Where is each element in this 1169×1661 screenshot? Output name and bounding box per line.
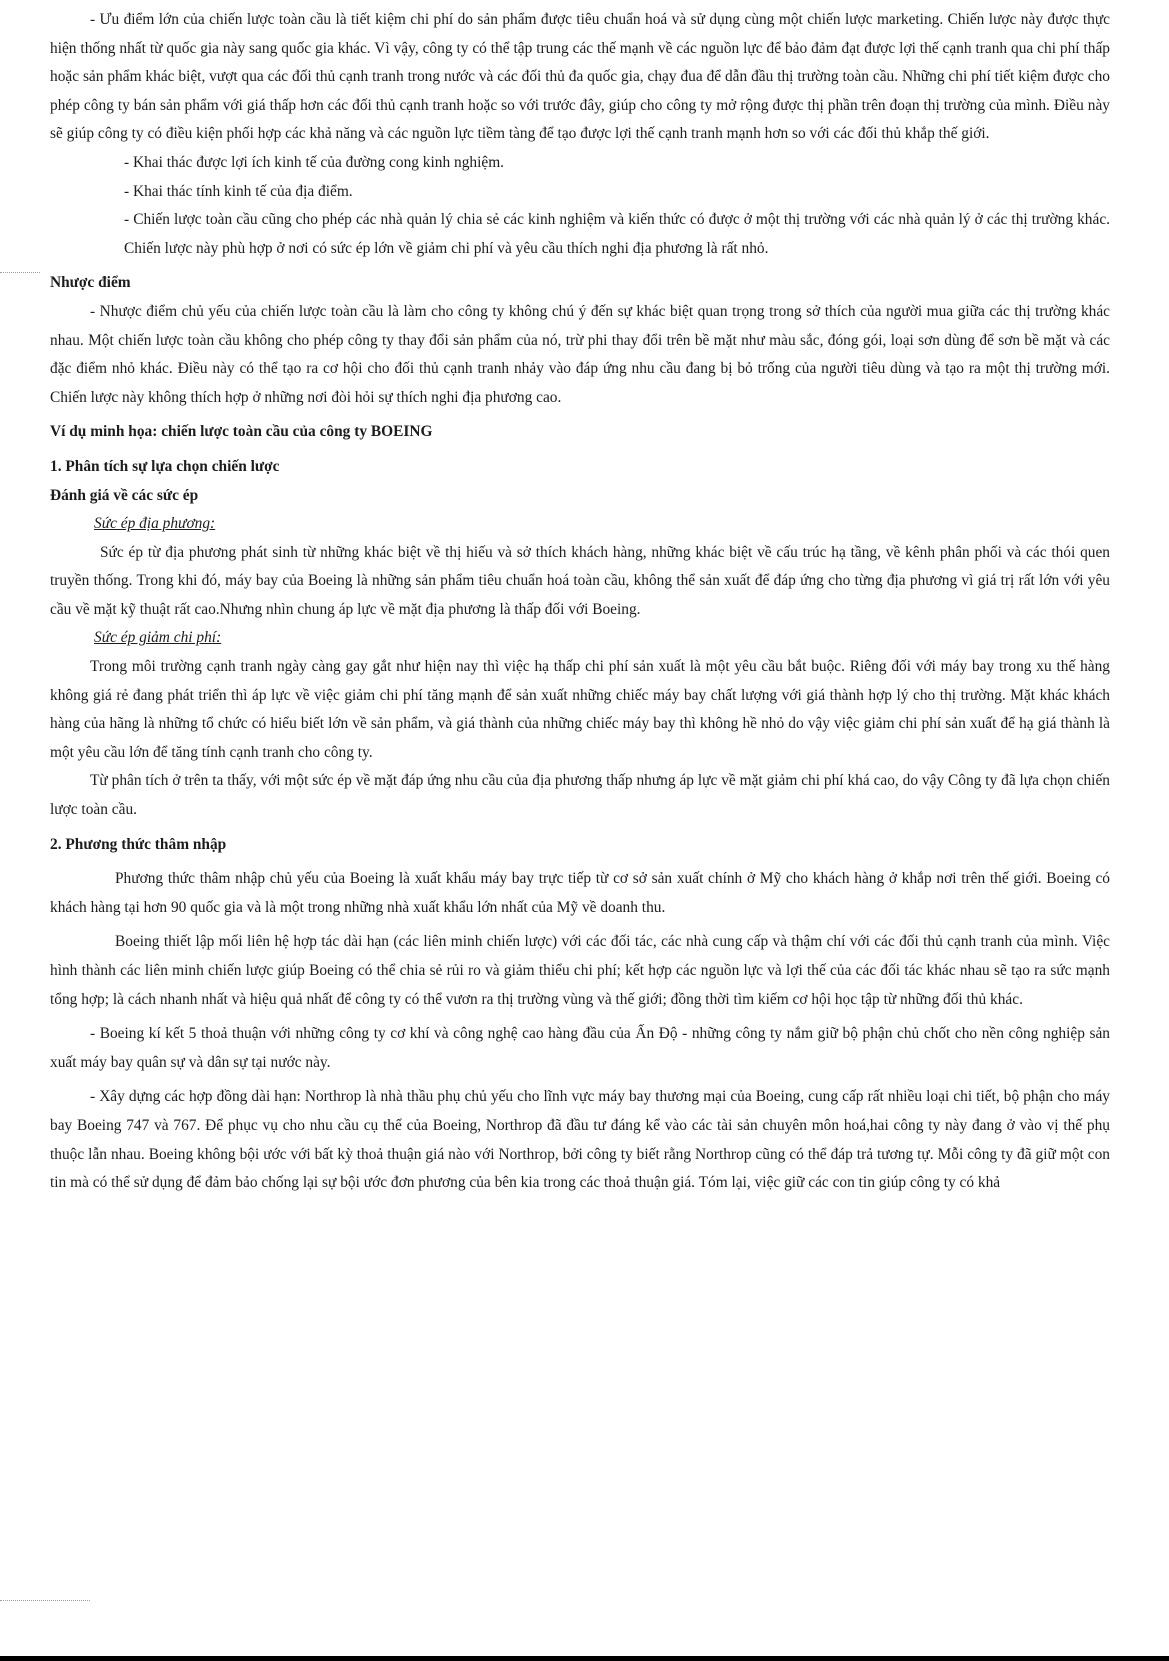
- bullet-knowledge-sharing: - Chiến lược toàn cầu cũng cho phép các nhà quản lý chia sẻ các kinh nghiệm và kiến thức có được ở một thị trường với các nhà quản lý ở các thị trường khác. Chiến lược này phù hợp ở nơi có sức ép lớn về giảm chi phí và yêu cầu thích nghi địa phương là rất nhỏ.: [124, 211, 1110, 257]
- scan-edge: [0, 1656, 1169, 1661]
- paragraph-conclusion: Từ phân tích ở trên ta thấy, với một sức ép về mặt đáp ứng nhu cầu của địa phương thấp nhưng áp lực về mặt giảm chi phí khá cao, do vậy Công ty đã lựa chọn chiến lược toàn cầu.: [50, 772, 1110, 819]
- scan-noise: [0, 272, 40, 273]
- subheading-local-pressure: Sức ép địa phương:: [94, 515, 216, 533]
- paragraph-disadvantages: - Nhược điểm chủ yếu của chiến lược toàn cầu là làm cho công ty không chú ý đến sự khác biệt quan trọng trong sở thích của người mua giữa các thị trường khác nhau. Một chiến lược toàn cầu không cho phép công ty thay đổi sản phẩm của nó, trừ phi thay đổi trên bề mặt như màu sắc, đóng gói, loại sơn dùng để sơn bề mặt và các đặc điểm nhỏ khác. Điều này có thể tạo ra cơ hội cho đối thủ cạnh tranh nhảy vào đáp ứng nhu cầu đang bị bỏ trống của người tiêu dùng và tạo ra một thị trường mới. Chiến lược này không thích hợp ở những nơi đòi hỏi sự thích nghi địa phương cao.: [50, 302, 1110, 406]
- bullet-location-economies: - Khai thác tính kinh tế của địa điểm.: [124, 182, 353, 200]
- paragraph-global-strategy-advantages: - Ưu điểm lớn của chiến lược toàn cầu là tiết kiệm chi phí do sản phẩm được tiêu chuẩn hoá và sử dụng cùng một chiến lược marketing. Chiến lược này được thực hiện thống nhất từ quốc gia này sang quốc gia khác. Vì vậy, công ty có thể tập trung các thế mạnh về các nguồn lực để bảo đảm đạt được lợi thế cạnh tranh qua chi phí thấp hoặc sản phẩm khác biệt, vượt qua các đối thủ cạnh tranh trong nước và các đối thủ đa quốc gia, chạy đua để dẫn đầu thị trường toàn cầu. Những chi phí tiết kiệm được cho phép công ty bán sản phẩm với giá thấp hơn các đối thủ cạnh tranh hoặc so với trước đây, giúp cho công ty mở rộng được thị phần trên đoạn thị trường của mình. Điều này sẽ giúp công ty có điều kiện phối hợp các khả năng và các nguồn lực tiềm tàng để tạo được lợi thế cạnh tranh mạnh hơn so với các đối thủ khắp thế giới.: [50, 11, 1110, 143]
- heading-boeing-example: Ví dụ minh họa: chiến lược toàn cầu của công ty BOEING: [50, 423, 433, 441]
- subheading-cost-pressure: Sức ép giảm chi phí:: [94, 629, 222, 647]
- heading-strategy-analysis: 1. Phân tích sự lựa chọn chiến lược: [50, 457, 280, 475]
- heading-disadvantages: Nhược điểm: [50, 274, 131, 292]
- paragraph-india-agreements: - Boeing kí kết 5 thoả thuận với những công ty cơ khí và công nghệ cao hàng đầu của Ấn Độ - những công ty nắm giữ bộ phận chủ chốt cho nền công nghiệp sản xuất máy bay quân sự và dân sự tại nước này.: [50, 1025, 1110, 1071]
- paragraph-long-term-contracts: - Xây dựng các hợp đồng dài hạn: Northrop là nhà thầu phụ chủ yếu cho lĩnh vực máy bay thương mại của Boeing, cung cấp rất nhiều loại chi tiết, bộ phận cho máy bay Boeing 747 và 767. Để phục vụ cho nhu cầu cụ thể của Boeing, Northrop đã đầu tư đáng kể vào các tài sản chuyên môn hoá,hai công ty này đang ở vào vị thế phụ thuộc lẫn nhau. Boeing không bội ước với bất kỳ thoả thuận giá nào với Northrop, bởi công ty biết rằng Northrop cũng có thể đáp trả tương tự. Mỗi công ty đã giữ một con tin mà có thể sử dụng để đảm bảo chống lại sự bội ước đơn phương của bên kia trong các thoả thuận giá. Tóm lại, việc giữ các con tin giúp công ty có khả: [50, 1088, 1110, 1192]
- paragraph-cost-pressure: Trong môi trường cạnh tranh ngày càng gay gắt như hiện nay thì việc hạ thấp chi phí sản xuất là một yêu cầu bắt buộc. Riêng đối với máy bay trong xu thế hàng không giá rẻ đang phát triển thì áp lực về việc giảm chi phí tăng mạnh để sản xuất những chiếc máy bay chất lượng với giá thành hợp lý cho thị trường. Mặt khác khách hàng của hãng là những tổ chức có hiểu biết lớn về sản phẩm, và giá thành của những chiếc máy bay thì không hề nhỏ do vậy việc giảm chi phí sản xuất để hạ giá thành là một yêu cầu lớn để tăng tính cạnh tranh cho công ty.: [50, 658, 1110, 761]
- paragraph-local-pressure: Sức ép từ địa phương phát sinh từ những khác biệt về thị hiếu và sở thích khách hàng, những khác biệt về cấu trúc hạ tầng, về kênh phân phối và các thói quen truyền thống. Trong khi đó, máy bay của Boeing là những sản phẩm tiêu chuẩn hoá toàn cầu, không thể sản xuất để đáp ứng cho từng địa phương vì giá trị rất lớn với yêu cầu về mặt kỹ thuật rất cao.Nhưng nhìn chung áp lực về mặt địa phương là thấp đối với Boeing.: [50, 543, 1110, 618]
- paragraph-entry-mode: Phương thức thâm nhập chủ yếu của Boeing là xuất khẩu máy bay trực tiếp từ cơ sở sản xuất chính ở Mỹ cho khách hàng ở khắp nơi trên thế giới. Boeing có khách hàng tại hơn 90 quốc gia và là một trong những nhà xuất khẩu lớn nhất của Mỹ về doanh thu.: [50, 870, 1110, 916]
- document-page: [50, 6, 1110, 1198]
- bullet-experience-curve: - Khai thác được lợi ích kinh tế của đường cong kinh nghiệm.: [124, 153, 505, 171]
- paragraph-strategic-alliances: Boeing thiết lập mối liên hệ hợp tác dài hạn (các liên minh chiến lược) với các đối tác, các nhà cung cấp và thậm chí với các đối thủ cạnh tranh của mình. Việc hình thành các liên minh chiến lược giúp Boeing có thể chia sẻ rủi ro và giảm thiểu chi phí; kết hợp các nguồn lực và lợi thế của các đối tác khác nhau sẽ tạo ra sức mạnh tổng hợp; là cách nhanh nhất và hiệu quả nhất để công ty có thể vươn ra thị trường vùng và thế giới; đồng thời tìm kiếm cơ hội học tập từ những đối thủ khác.: [50, 933, 1110, 1008]
- heading-entry-mode: 2. Phương thức thâm nhập: [50, 835, 227, 853]
- scan-noise: [0, 1600, 90, 1601]
- heading-pressure-assessment: Đánh giá về các sức ép: [50, 486, 199, 504]
